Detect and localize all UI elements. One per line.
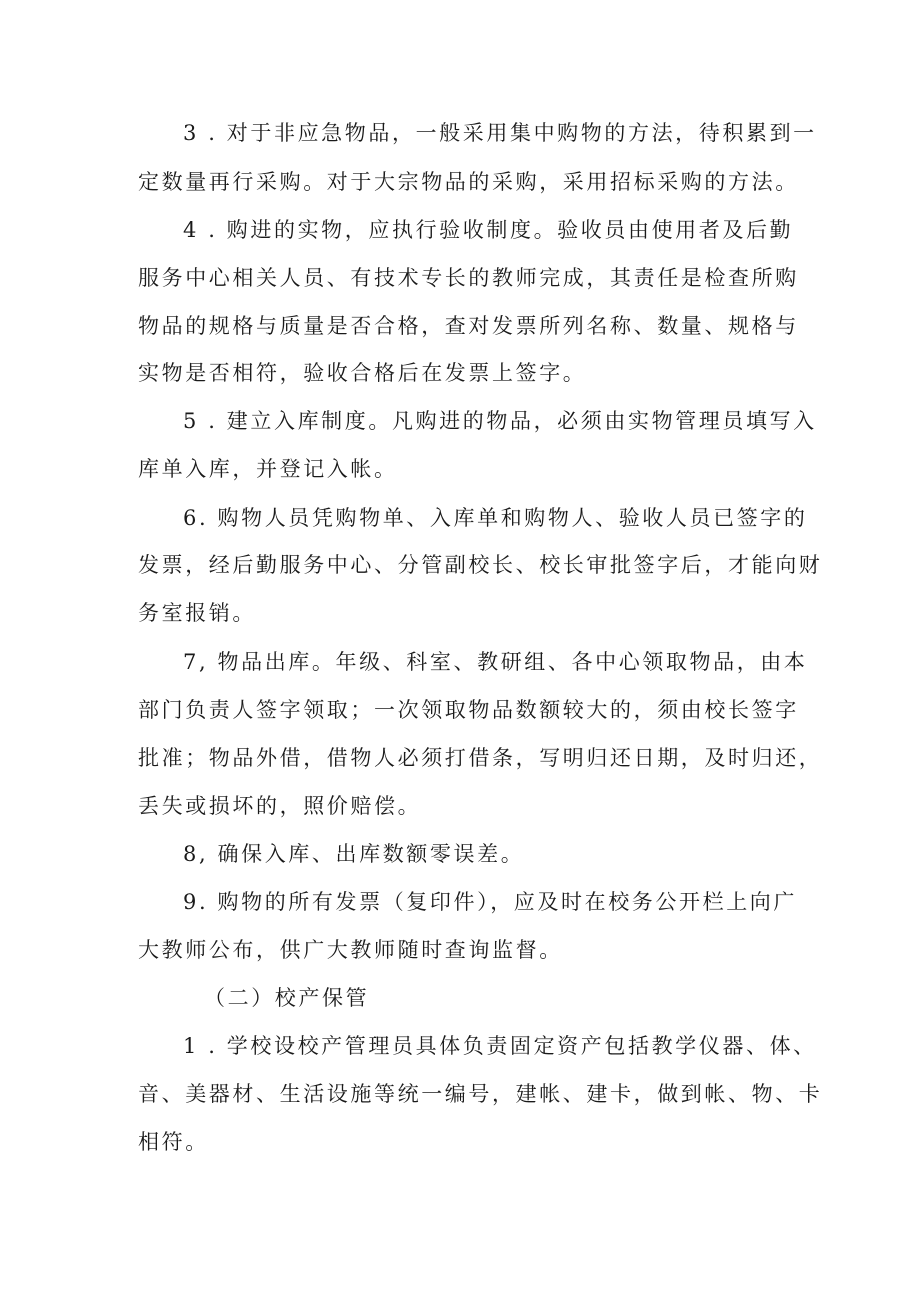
item-6-line-3: 务室报销。 [138, 601, 256, 625]
item-1-line-1: 1 . 学校设校产管理员具体负责固定资产包括教学仪器、体、 [183, 1034, 817, 1058]
item-5-line-1: 5 . 建立入库制度。凡购进的物品，必须由实物管理员填写入 [183, 409, 817, 433]
item-4-line-1: 4 . 购进的实物，应执行验收制度。验收员由使用者及后勤 [183, 218, 794, 242]
item-4-line-4: 实物是否相符，验收合格后在发票上签字。 [138, 361, 587, 385]
item-6-line-1: 6. 购物人员凭购物单、入库单和购物人、验收人员已签字的 [183, 506, 808, 530]
item-3-line-1: 3 . 对于非应急物品，一般采用集中购物的方法，待积累到一 [183, 121, 817, 145]
item-7-line-3: 批准；物品外借，借物人必须打借条，写明归还日期，及时归还， [138, 746, 823, 770]
item-4-line-2: 服务中心相关人员、有技术专长的教师完成，其责任是检查所购 [138, 266, 799, 290]
item-7-line-2: 部门负责人签字领取；一次领取物品数额较大的，须由校长签字 [138, 698, 799, 722]
item-9-line-1: 9. 购物的所有发票（复印件），应及时在校务公开栏上向广 [183, 890, 798, 914]
item-6-line-2: 发票，经后勤服务中心、分管副校长、校长审批签字后，才能向财 [138, 553, 823, 577]
item-5-line-2: 库单入库，并登记入帐。 [138, 457, 398, 481]
item-7-line-1: 7, 物品出库。年级、科室、教研组、各中心领取物品，由本 [183, 650, 808, 674]
item-9-line-2: 大教师公布，供广大教师随时查询监督。 [138, 938, 563, 962]
item-1-line-3: 相符。 [138, 1130, 209, 1154]
item-1-line-2: 音、美器材、生活设施等统一编号，建帐、建卡，做到帐、物、卡 [138, 1082, 823, 1106]
section-heading: （二）校产保管 [204, 986, 370, 1010]
item-8-line-1: 8, 确保入库、出库数额零误差。 [183, 842, 525, 866]
item-3-line-2: 定数量再行采购。对于大宗物品的采购，采用招标采购的方法。 [138, 170, 799, 194]
item-7-line-4: 丢失或损坏的，照价赔偿。 [138, 794, 422, 818]
item-4-line-3: 物品的规格与质量是否合格，查对发票所列名称、数量、规格与 [138, 314, 799, 338]
